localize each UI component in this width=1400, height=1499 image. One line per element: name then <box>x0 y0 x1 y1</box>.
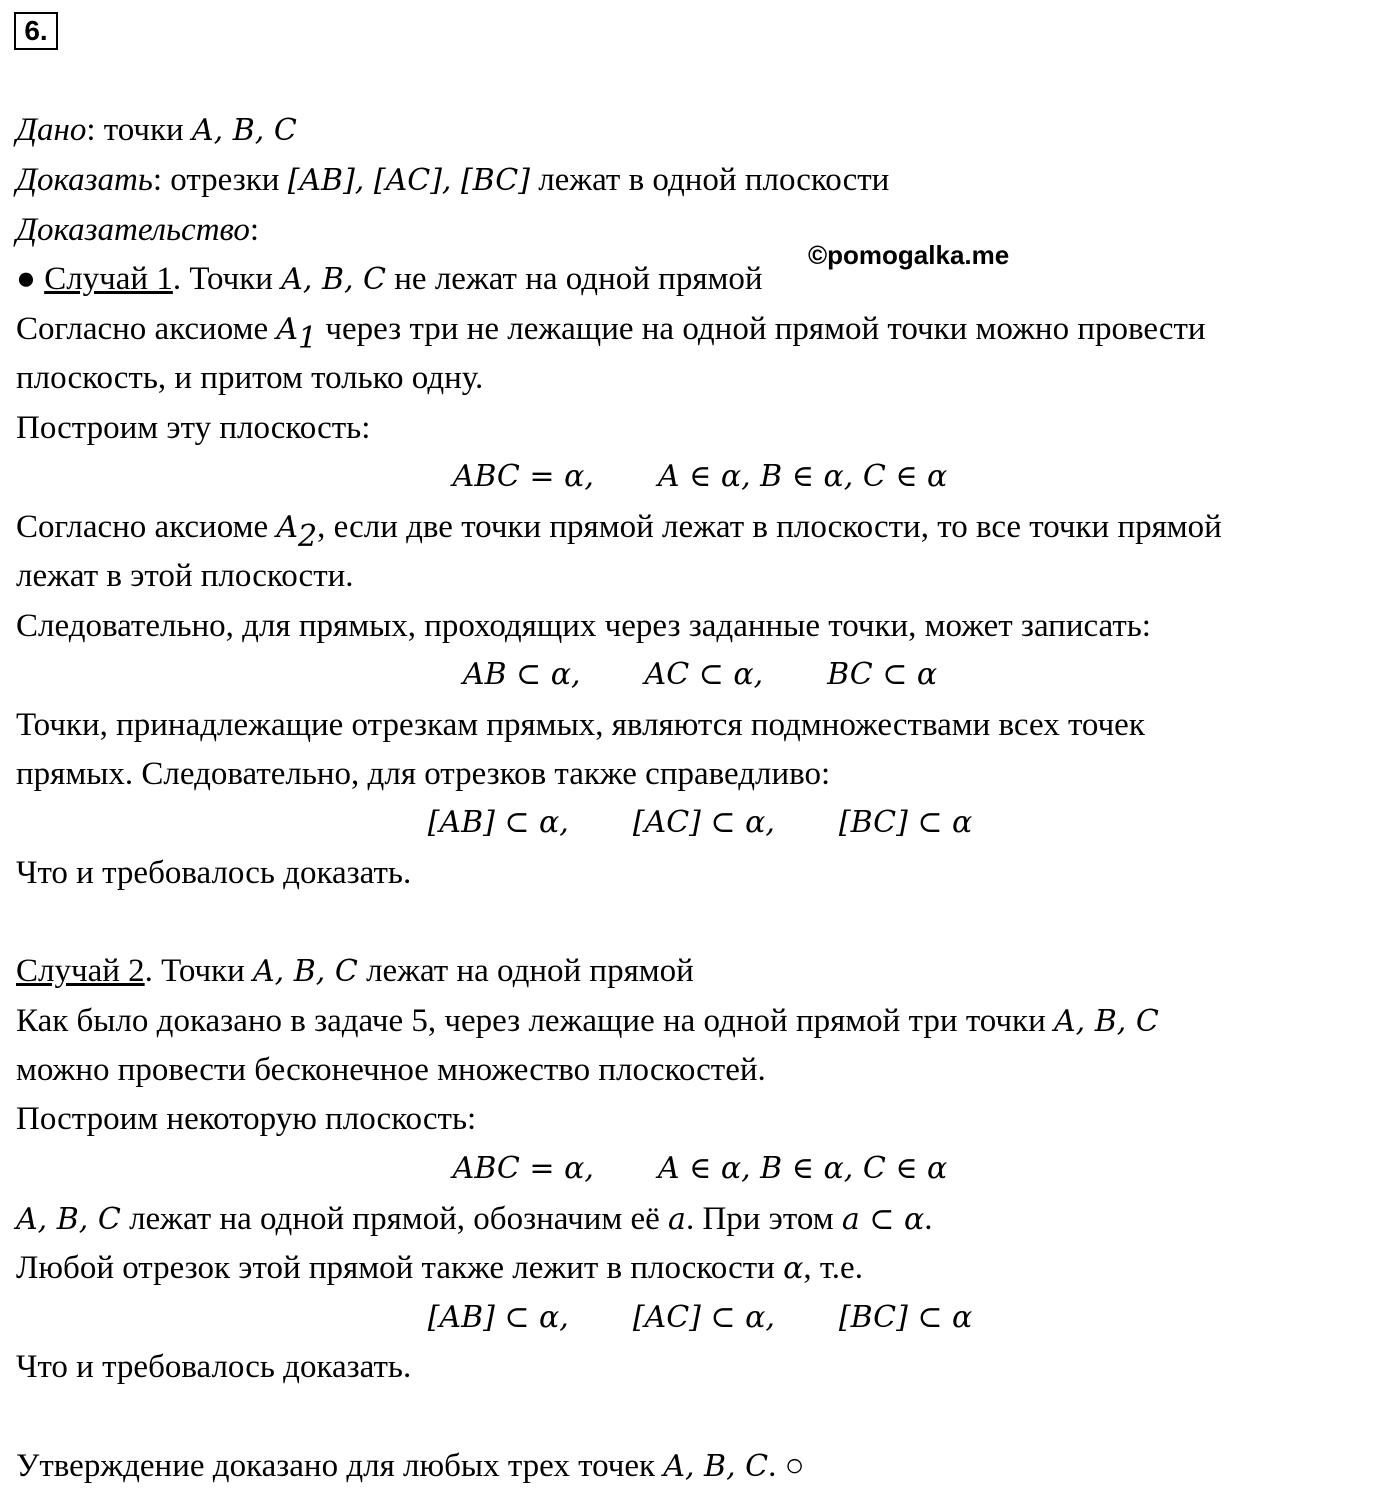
given-label: Дано <box>16 112 87 148</box>
proof-label: Доказательство <box>16 212 250 248</box>
end-mark: . ○ <box>768 1448 805 1484</box>
axiom-symbol: A <box>276 510 299 545</box>
case2-p3 <box>16 1199 932 1240</box>
equation-part: [AC] ⊂ α, <box>632 805 775 840</box>
prove-text-end: лежат в одной плоскости <box>529 162 890 198</box>
axiom-subscript: 2 <box>298 519 318 554</box>
given-math: A, B, C <box>191 113 297 148</box>
text: лежат на одной прямой, обозначим её <box>120 1201 669 1237</box>
case1-p1-line2: плоскость, и притом только одну. <box>16 360 484 396</box>
equation-part: A ∈ α, B ∈ α, C ∈ α <box>657 459 948 494</box>
case2-title: Случай 2 <box>16 953 145 989</box>
case2-p1-line1 <box>16 1001 1159 1042</box>
case1-title-text-end: не лежат на одной прямой <box>386 261 763 297</box>
math: a ⊂ α <box>841 1202 925 1237</box>
text: , если две точки прямой лежат в плоскости, то все точки прямой <box>317 509 1222 545</box>
problem-number: 6. <box>14 12 58 50</box>
proof-colon: : <box>249 212 260 248</box>
math: A, B, C <box>663 1449 769 1484</box>
case2-qed: Что и требовалось доказать. <box>16 1349 412 1385</box>
case1-title-text: . Точки <box>172 261 282 297</box>
text: . <box>924 1201 933 1237</box>
text: Как было доказано в задаче 5, через лежащие на одной прямой три точки <box>16 1003 1054 1039</box>
case1-p2: Построим эту плоскость: <box>16 410 371 446</box>
watermark: ©pomogalka.me <box>808 240 1010 270</box>
case2-p1-line2: можно провести бесконечное множество плоскостей. <box>16 1052 766 1088</box>
prove-label: Доказать <box>16 162 153 198</box>
math: A, B, C <box>16 1202 121 1237</box>
bullet: ● <box>16 261 45 297</box>
case2-p4 <box>16 1248 863 1289</box>
case2-title-math: A, B, C <box>253 954 358 989</box>
prove-text: : отрезки <box>152 162 288 198</box>
case2-title-text-end: лежат на одной прямой <box>357 953 694 989</box>
equation-part: A ∈ α, B ∈ α, C ∈ α <box>657 1151 948 1186</box>
prove-math: [AB], [AC], [BC] <box>287 163 530 198</box>
equation-part: [BC] ⊂ α <box>838 805 973 840</box>
equation-part: ABC = α, <box>452 459 594 494</box>
case1-p1-line1 <box>16 309 1206 356</box>
text: , т.е. <box>803 1250 863 1286</box>
math: α <box>783 1251 804 1286</box>
case1-p4: Следовательно, для прямых, проходящих через заданные точки, может записать: <box>16 608 1151 644</box>
equation-part: [BC] ⊂ α <box>838 1300 973 1335</box>
math: A, B, C <box>1054 1004 1159 1039</box>
case2-title-text: . Точки <box>144 953 254 989</box>
case2-title-line <box>16 951 694 992</box>
case1-equation-3 <box>0 803 1400 843</box>
prove-line <box>16 160 889 201</box>
equation-part: [AB] ⊂ α, <box>427 805 569 840</box>
case2-equation-1 <box>0 1149 1400 1189</box>
math: a <box>668 1202 686 1237</box>
case1-title: Случай 1 <box>44 261 173 297</box>
equation-part: [AB] ⊂ α, <box>427 1300 569 1335</box>
text: Согласно аксиоме <box>16 509 277 545</box>
case1-p3-line2: лежат в этой плоскости. <box>16 558 354 594</box>
text: через три не лежащие на одной прямой точки можно провести <box>317 311 1206 347</box>
text: Согласно аксиоме <box>16 311 277 347</box>
text: Утверждение доказано для любых трех точек <box>16 1448 664 1484</box>
case1-equation-2 <box>0 655 1400 695</box>
case1-equation-1 <box>0 457 1400 497</box>
text: . При этом <box>685 1201 842 1237</box>
case1-p5-line2: прямых. Следовательно, для отрезков также справедливо: <box>16 756 831 792</box>
case1-p5-line1: Точки, принадлежащие отрезкам прямых, являются подмножествами всех точек <box>16 707 1145 743</box>
axiom-symbol: A <box>276 312 299 347</box>
case1-p3-line1 <box>16 507 1222 554</box>
equation-part: AB ⊂ α, <box>462 657 581 692</box>
equation-part: ABC = α, <box>452 1151 594 1186</box>
equation-part: BC ⊂ α <box>827 657 938 692</box>
equation-part: AC ⊂ α, <box>644 657 764 692</box>
given-line <box>16 110 297 151</box>
case2-equation-2 <box>0 1298 1400 1338</box>
case1-title-math: A, B, C <box>281 262 387 297</box>
text: Любой отрезок этой прямой также лежит в плоскости <box>16 1250 784 1286</box>
case1-qed: Что и требовалось доказать. <box>16 855 412 891</box>
case1-title-line <box>16 259 763 300</box>
equation-part: [AC] ⊂ α, <box>632 1300 775 1335</box>
case2-p2: Построим некоторую плоскость: <box>16 1101 477 1137</box>
given-text: : точки <box>86 112 192 148</box>
proof-label-line <box>16 210 259 250</box>
conclusion <box>16 1446 805 1487</box>
axiom-subscript: 1 <box>298 321 318 356</box>
